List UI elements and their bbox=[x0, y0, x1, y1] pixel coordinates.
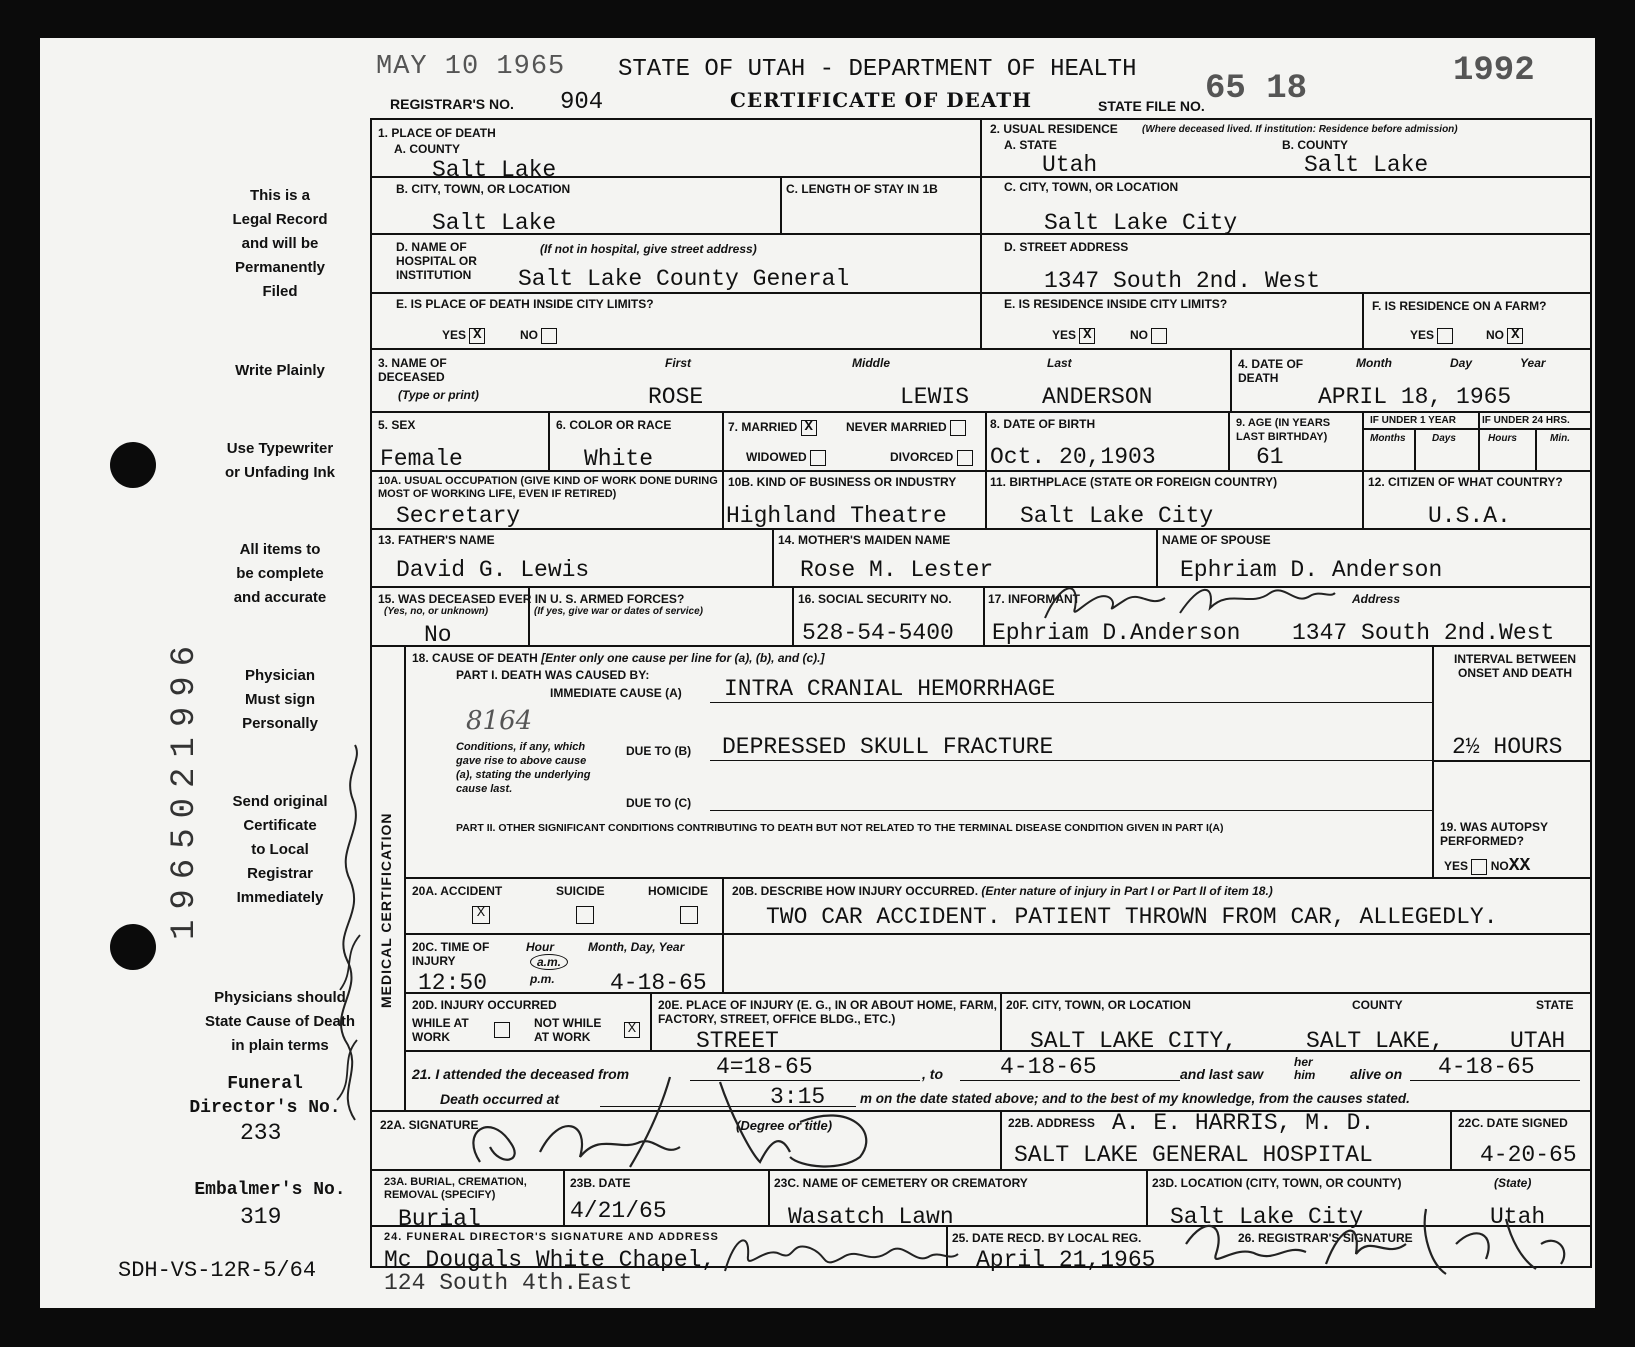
last-saw-label: and last saw bbox=[1180, 1066, 1264, 1082]
type-or-print-label: (Type or print) bbox=[398, 388, 479, 402]
farm-no-box[interactable]: X bbox=[1507, 328, 1523, 344]
registrars-no: 904 bbox=[560, 89, 604, 116]
date-signed-label: 22C. DATE SIGNED bbox=[1458, 1116, 1568, 1130]
race-label: 6. COLOR OR RACE bbox=[556, 418, 672, 432]
ssn-label: 16. SOCIAL SECURITY NO. bbox=[798, 592, 952, 606]
month-label: Month bbox=[1356, 356, 1392, 370]
res-limits-no-box[interactable] bbox=[1151, 328, 1167, 344]
punch-hole-bottom bbox=[110, 924, 156, 970]
state-paren-label: (State) bbox=[1494, 1176, 1532, 1190]
due-c-label: DUE TO (C) bbox=[626, 796, 692, 810]
usual-residence-label: 2. USUAL RESIDENCE bbox=[990, 122, 1118, 136]
dob-value: Oct. 20,1903 bbox=[990, 444, 1156, 470]
immediate-cause-label: IMMEDIATE CAUSE (A) bbox=[550, 686, 682, 700]
physician-sign-note: Physician Must sign Personally bbox=[242, 667, 318, 732]
items-complete-note: All items to be complete and accurate bbox=[233, 541, 327, 606]
married-box[interactable]: X bbox=[801, 420, 817, 436]
physician-signature bbox=[430, 1072, 910, 1172]
hospital-value: Salt Lake County General bbox=[518, 266, 850, 292]
sex-value: Female bbox=[380, 446, 463, 472]
her-him-label: her him bbox=[1294, 1055, 1316, 1082]
war-note: (If yes, give war or dates of service) bbox=[534, 606, 703, 617]
vertical-signature bbox=[325, 740, 375, 1130]
agency-title: STATE OF UTAH - DEPARTMENT OF HEALTH bbox=[618, 56, 1137, 83]
burial-value: Burial bbox=[398, 1206, 481, 1232]
injury-county-value: SALT LAKE, bbox=[1306, 1028, 1445, 1054]
street-d-label: D. STREET ADDRESS bbox=[1004, 240, 1129, 254]
farm-no: NO X bbox=[1486, 328, 1523, 344]
citizen-value: U.S.A. bbox=[1428, 503, 1511, 529]
to-label: , to bbox=[922, 1066, 943, 1082]
accident-box[interactable]: X bbox=[472, 906, 490, 924]
occupation-value: Secretary bbox=[396, 503, 521, 529]
occupation-label: 10A. USUAL OCCUPATION (GIVE KIND OF WORK DONE DURING MOST OF WORKING LIFE, EVEN IF RETIRED) bbox=[378, 475, 718, 500]
cause-of-death-label: 18. CAUSE OF DEATH [Enter only one cause per line for (a), (b), and (c).] bbox=[412, 651, 825, 665]
certificate-title: CERTIFICATE OF DEATH bbox=[730, 88, 1033, 112]
hour-label: Hour bbox=[526, 940, 554, 954]
res-limits-no: NO bbox=[1130, 328, 1167, 344]
date-signed-value: 4-20-65 bbox=[1480, 1142, 1577, 1168]
year-label: Year bbox=[1520, 356, 1546, 370]
never-married-label: NEVER MARRIED bbox=[846, 420, 966, 436]
under-24-label: IF UNDER 24 HRS. bbox=[1482, 415, 1570, 426]
farm-label: F. IS RESIDENCE ON A FARM? bbox=[1372, 299, 1547, 313]
death-limits-yes-box[interactable]: X bbox=[469, 328, 485, 344]
father-label: 13. FATHER'S NAME bbox=[378, 533, 495, 547]
residence-note: (Where deceased lived. If institution: Residence before admission) bbox=[1142, 124, 1458, 135]
physician-name-value: A. E. HARRIS, M. D. bbox=[1112, 1110, 1375, 1136]
spouse-value: Ephriam D. Anderson bbox=[1180, 557, 1443, 583]
informant-address-label: Address bbox=[1352, 592, 1401, 606]
recd-date-label: 25. DATE RECD. BY LOCAL REG. bbox=[952, 1231, 1142, 1245]
age-label: 9. AGE (IN YEARS LAST BIRTHDAY) bbox=[1236, 417, 1331, 443]
father-value: David G. Lewis bbox=[396, 557, 590, 583]
divorced-box[interactable] bbox=[957, 450, 973, 466]
funeral-address-value: 124 South 4th.East bbox=[384, 1270, 633, 1296]
injury-state-value: UTAH bbox=[1510, 1028, 1566, 1054]
alive-on-value: 4-18-65 bbox=[1438, 1054, 1535, 1080]
registrar-signature bbox=[1176, 1204, 1576, 1278]
injury-city-label: 20F. CITY, TOWN, OR LOCATION bbox=[1006, 998, 1191, 1012]
first-label: First bbox=[665, 356, 692, 370]
residence-street-value: 1347 South 2nd. West bbox=[1044, 268, 1321, 294]
armed-value: No bbox=[424, 622, 452, 648]
sex-label: 5. SEX bbox=[378, 418, 416, 432]
spouse-label: NAME OF SPOUSE bbox=[1162, 533, 1271, 547]
death-limits-no: NO bbox=[520, 328, 557, 344]
date-stamp: MAY 10 1965 bbox=[376, 52, 566, 82]
medical-certification-label: MEDICAL CERTIFICATION bbox=[378, 812, 394, 1008]
form-code: SDH-VS-12R-5/64 bbox=[118, 1258, 317, 1283]
physician-address-value: SALT LAKE GENERAL HOSPITAL bbox=[1014, 1142, 1373, 1168]
send-original-note: Send original Certificate to Local Registrar Immediately bbox=[232, 793, 328, 906]
cemetery-value: Wasatch Lawn bbox=[788, 1204, 954, 1230]
embalmer-label: Embalmer's No. bbox=[194, 1180, 346, 1200]
part2-label: PART II. OTHER SIGNIFICANT CONDITIONS CONTRIBUTING TO DEATH BUT NOT RELATED TO THE TERMINAL DISEASE CONDITION GIVEN IN PART I(A) bbox=[456, 822, 1224, 834]
days-label: Days bbox=[1432, 433, 1456, 444]
race-value: White bbox=[584, 446, 654, 472]
day-label: Day bbox=[1450, 356, 1473, 370]
death-occurred-label: Death occurred at bbox=[440, 1091, 560, 1107]
informant-signature bbox=[1040, 578, 1340, 624]
code-note: 8164 bbox=[466, 706, 533, 736]
residence-city-value: Salt Lake City bbox=[1044, 210, 1238, 236]
injury-city-value: SALT LAKE CITY, bbox=[1030, 1028, 1238, 1054]
cemetery-location-label: 23D. LOCATION (CITY, TOWN, OR COUNTY) bbox=[1152, 1176, 1402, 1190]
middle-name-value: LEWIS bbox=[900, 384, 970, 410]
death-limits-no-box[interactable] bbox=[541, 328, 557, 344]
mother-value: Rose M. Lester bbox=[800, 557, 994, 583]
death-city-value: Salt Lake bbox=[432, 210, 557, 236]
describe-injury-label: 20B. DESCRIBE HOW INJURY OCCURRED. (Enter nature of injury in Part I or Part II of item 18.) bbox=[732, 884, 1273, 898]
not-while-work-box[interactable]: X bbox=[624, 1022, 640, 1038]
legal-record-note: This is a Legal Record and will be Permanently Filed bbox=[232, 187, 328, 300]
hours-label: Hours bbox=[1488, 433, 1517, 444]
stamp-number: 1992 bbox=[1453, 52, 1535, 90]
injury-time-value: 12:50 bbox=[418, 970, 488, 996]
stay-c-label: C. LENGTH OF STAY IN 1B bbox=[786, 182, 938, 196]
state-file-no: 65 18 bbox=[1205, 70, 1308, 108]
suicide-box[interactable] bbox=[576, 906, 594, 924]
while-work-label: WHILE AT WORK bbox=[412, 1016, 469, 1044]
burial-date-label: 23B. DATE bbox=[570, 1176, 631, 1190]
attended-label: 21. I attended the deceased from bbox=[412, 1066, 630, 1082]
funeral-director-no: 233 bbox=[240, 1120, 282, 1146]
dob-label: 8. DATE OF BIRTH bbox=[990, 417, 1096, 431]
birthplace-label: 11. BIRTHPLACE (STATE OR FOREIGN COUNTRY) bbox=[990, 475, 1278, 489]
conditions-note: Conditions, if any, which gave rise to above cause (a), stating the underlying cause last. bbox=[456, 741, 591, 795]
pm-label: p.m. bbox=[530, 972, 555, 986]
hospital-d-label: D. NAME OF HOSPITAL OR INSTITUTION bbox=[396, 240, 477, 282]
res-limits-yes-box[interactable]: X bbox=[1079, 328, 1095, 344]
death-county-value: Salt Lake bbox=[432, 157, 557, 183]
attended-to-value: 4-18-65 bbox=[1000, 1054, 1097, 1080]
homicide-box[interactable] bbox=[680, 906, 698, 924]
autopsy-label: 19. WAS AUTOPSY PERFORMED? bbox=[1440, 820, 1548, 848]
injury-date-value: 4-18-65 bbox=[610, 970, 707, 996]
death-time-value: 3:15 bbox=[770, 1084, 826, 1110]
suicide-label: SUICIDE bbox=[556, 884, 605, 898]
last-name-value: ANDERSON bbox=[1042, 384, 1153, 410]
cemetery-state-value: Utah bbox=[1490, 1204, 1546, 1230]
informant-value: Ephriam D.Anderson bbox=[992, 620, 1241, 646]
county-b-label: B. COUNTY bbox=[1282, 138, 1348, 152]
registrars-no-label: REGISTRAR'S NO. bbox=[390, 96, 514, 112]
autopsy-options: YES NOXX bbox=[1444, 856, 1531, 876]
injury-occurred-label: 20D. INJURY OCCURRED bbox=[412, 998, 557, 1012]
informant-address-value: 1347 South 2nd.West bbox=[1292, 620, 1555, 646]
county-a-label: A. COUNTY bbox=[394, 142, 460, 156]
interval-label: INTERVAL BETWEEN ONSET AND DEATH bbox=[1453, 652, 1576, 680]
middle-label: Middle bbox=[852, 356, 890, 370]
injury-state-label: STATE bbox=[1536, 998, 1574, 1012]
armed-forces-label: 15. WAS DECEASED EVER IN U. S. ARMED FORCES? bbox=[378, 592, 685, 606]
mother-label: 14. MOTHER'S MAIDEN NAME bbox=[778, 533, 951, 547]
punch-hole-top bbox=[110, 442, 156, 488]
part1-label: PART I. DEATH WAS CAUSED BY: bbox=[456, 668, 650, 682]
alive-on-label: alive on bbox=[1350, 1066, 1403, 1082]
registrar-signature-label: 26. REGISTRAR'S SIGNATURE bbox=[1238, 1231, 1413, 1245]
vertical-file-number: 1965021996 bbox=[166, 635, 204, 940]
recd-date-value: April 21,1965 bbox=[976, 1247, 1156, 1273]
typewriter-note: Use Typewriter or Unfading Ink bbox=[225, 440, 335, 481]
funeral-director-signature bbox=[720, 1226, 960, 1278]
cause-b-value: DEPRESSED SKULL FRACTURE bbox=[722, 734, 1054, 760]
citizen-label: 12. CITIZEN OF WHAT COUNTRY? bbox=[1368, 475, 1563, 489]
widowed-label: WIDOWED bbox=[746, 450, 826, 466]
degree-label: (Degree or title) bbox=[736, 1118, 833, 1133]
date-of-death-label: 4. DATE OF DEATH bbox=[1238, 357, 1304, 385]
res-limits-yes: YES X bbox=[1052, 328, 1095, 344]
attended-from-value: 4=18-65 bbox=[716, 1054, 813, 1080]
business-value: Highland Theatre bbox=[726, 503, 947, 529]
farm-yes: YES bbox=[1410, 328, 1453, 344]
am-label: a.m. bbox=[530, 954, 568, 970]
autopsy-yes-box[interactable] bbox=[1471, 859, 1487, 875]
embalmer-no: 319 bbox=[240, 1204, 282, 1230]
months-label: Months bbox=[1370, 433, 1406, 444]
on-date-statement: m on the date stated above; and to the best of my knowledge, from the causes stated. bbox=[860, 1091, 1410, 1106]
birthplace-value: Salt Lake City bbox=[1020, 503, 1214, 529]
state-file-label: STATE FILE NO. bbox=[1098, 98, 1205, 114]
time-of-injury-label: 20C. TIME OF INJURY bbox=[412, 940, 490, 968]
widowed-box[interactable] bbox=[810, 450, 826, 466]
inside-limits-label: E. IS PLACE OF DEATH INSIDE CITY LIMITS? bbox=[396, 297, 654, 311]
injury-description-value: TWO CAR ACCIDENT. PATIENT THROWN FROM CAR, ALLEGEDLY. bbox=[766, 904, 1498, 930]
physician-address-label: 22B. ADDRESS bbox=[1008, 1116, 1095, 1130]
state-a-label: A. STATE bbox=[1004, 138, 1057, 152]
under-1yr-label: IF UNDER 1 YEAR bbox=[1370, 415, 1456, 426]
hospital-note: (If not in hospital, give street address) bbox=[540, 242, 757, 256]
signature-label: 22A. SIGNATURE bbox=[380, 1118, 479, 1132]
injury-county-label: COUNTY bbox=[1352, 998, 1403, 1012]
mdy-label: Month, Day, Year bbox=[588, 940, 685, 954]
burial-date-value: 4/21/65 bbox=[570, 1198, 667, 1224]
cemetery-label: 23C. NAME OF CEMETERY OR CREMATORY bbox=[774, 1176, 1028, 1190]
write-plainly-note: Write Plainly bbox=[235, 362, 325, 379]
place-of-death-label: 1. PLACE OF DEATH bbox=[378, 126, 496, 140]
death-date-value: APRIL 18, 1965 bbox=[1318, 384, 1512, 410]
funeral-home-value: Mc Dougals White Chapel, bbox=[384, 1247, 716, 1273]
not-while-work-label: NOT WHILE AT WORK bbox=[534, 1016, 602, 1044]
cause-a-value: INTRA CRANIAL HEMORRHAGE bbox=[724, 676, 1056, 702]
never-married-box[interactable] bbox=[950, 420, 966, 436]
autopsy-no-mark[interactable]: XX bbox=[1508, 856, 1531, 876]
funeral-director-sig-label: 24. FUNERAL DIRECTOR'S SIGNATURE AND ADDRESS bbox=[384, 1231, 719, 1243]
name-label: 3. NAME OF DECEASED bbox=[378, 356, 447, 384]
first-name-value: ROSE bbox=[648, 384, 704, 410]
business-label: 10B. KIND OF BUSINESS OR INDUSTRY bbox=[728, 475, 957, 489]
accident-label: 20A. ACCIDENT bbox=[412, 884, 503, 898]
res-inside-label: E. IS RESIDENCE INSIDE CITY LIMITS? bbox=[1004, 297, 1228, 311]
funeral-director-label: Funeral Director's No. bbox=[189, 1074, 341, 1118]
min-label: Min. bbox=[1550, 433, 1570, 444]
age-value: 61 bbox=[1256, 444, 1284, 470]
married-label: 7. MARRIED X bbox=[728, 420, 817, 436]
city-b-label: B. CITY, TOWN, OR LOCATION bbox=[396, 182, 571, 196]
res-city-c-label: C. CITY, TOWN, OR LOCATION bbox=[1004, 180, 1179, 194]
residence-county-value: Salt Lake bbox=[1304, 152, 1429, 178]
ssn-value: 528-54-5400 bbox=[802, 620, 954, 646]
state-cause-note: Physicians should State Cause of Death in plain terms bbox=[204, 989, 356, 1054]
place-of-injury-label: 20E. PLACE OF INJURY (E. G., IN OR ABOUT HOME, FARM, FACTORY, STREET, OFFICE BLDG., ETC.) bbox=[658, 998, 997, 1026]
due-b-label: DUE TO (B) bbox=[626, 744, 692, 758]
death-limits-yes: YES X bbox=[442, 328, 485, 344]
interval-value: 2½ HOURS bbox=[1452, 734, 1563, 760]
armed-note: (Yes, no, or unknown) bbox=[384, 606, 489, 617]
burial-label: 23A. BURIAL, CREMATION, REMOVAL (SPECIFY) bbox=[384, 1176, 527, 1201]
homicide-label: HOMICIDE bbox=[648, 884, 708, 898]
cemetery-location-value: Salt Lake City bbox=[1170, 1204, 1364, 1230]
informant-label: 17. INFORMANT bbox=[988, 592, 1081, 606]
last-label: Last bbox=[1047, 356, 1072, 370]
divorced-label: DIVORCED bbox=[890, 450, 973, 466]
farm-yes-box[interactable] bbox=[1437, 328, 1453, 344]
residence-state-value: Utah bbox=[1042, 152, 1098, 178]
while-work-box[interactable] bbox=[494, 1022, 510, 1038]
injury-place-value: STREET bbox=[696, 1028, 779, 1054]
